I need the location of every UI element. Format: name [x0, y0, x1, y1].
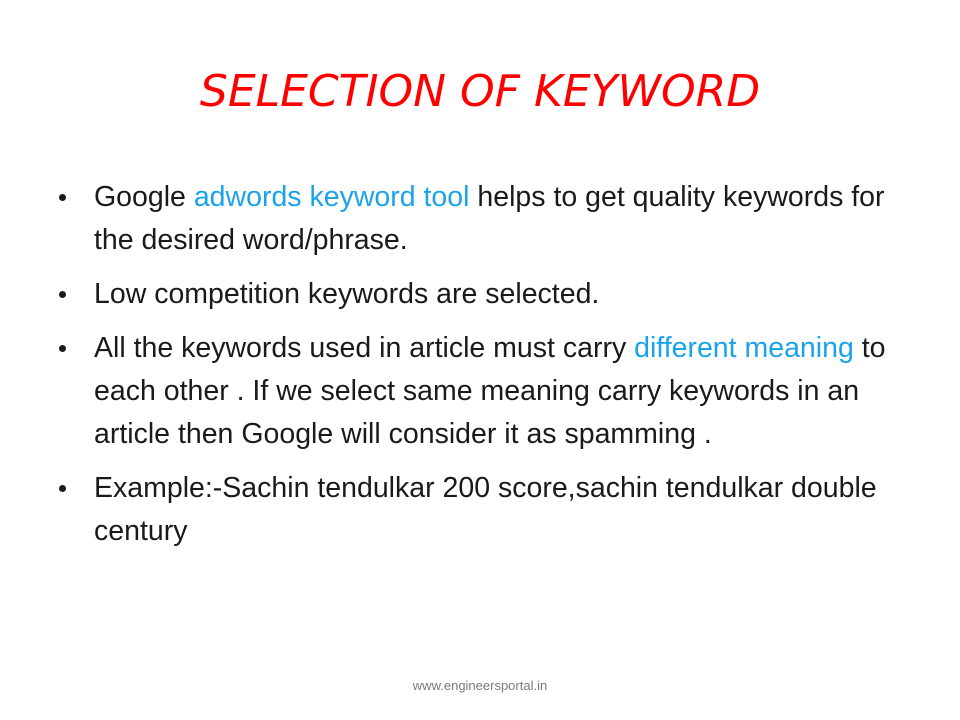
bullet-item	[57, 176, 907, 262]
bullet-highlight: adwords keyword tool	[193, 181, 470, 213]
bullet-item	[57, 327, 907, 456]
bullet-text: helps to get quality keywords for the desired word/phrase.	[94, 181, 885, 256]
bullet-item	[57, 273, 907, 316]
bullet-text: to each other . If we select same meaning carry keywords in an article then Google will consider it as spamming .	[94, 332, 886, 450]
footer-url: www.engineersportal.in	[412, 678, 548, 693]
bullet-text: Example:-Sachin tendulkar 200 score,sachin tendulkar double century	[94, 472, 877, 547]
bullet-text: All the keywords used in article must carry	[94, 332, 635, 364]
bullet-item	[57, 467, 907, 553]
slide-title: SELECTION OF KEYWORD	[199, 66, 761, 117]
bullet-highlight: different meaning	[634, 332, 854, 364]
bullet-text: Low competition keywords are selected.	[94, 278, 600, 310]
bullet-list	[57, 176, 907, 564]
bullet-text: Google	[94, 181, 194, 213]
